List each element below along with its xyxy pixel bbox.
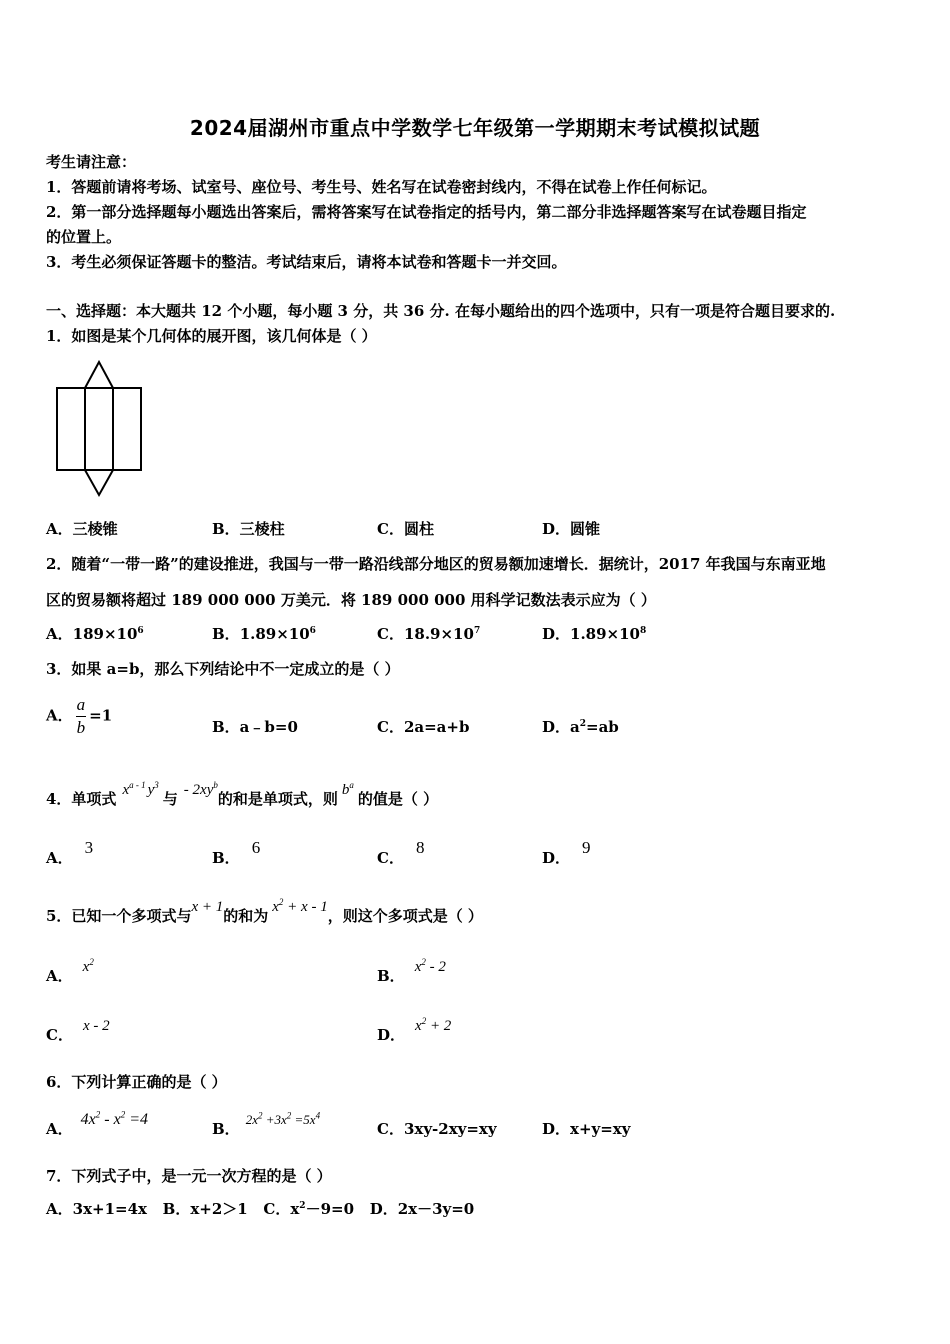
q4-option-a: A．3 xyxy=(46,838,94,867)
question-1-stem: 1．如图是某个几何体的展开图，该几何体是（ ） xyxy=(46,327,377,345)
q1-option-a: A．三棱锥 xyxy=(46,520,118,538)
q6-option-a: A．$4x^2 - x^2 =4$ xyxy=(46,1109,148,1138)
notice-item: 的位置上。 xyxy=(46,228,122,246)
q1-option-b: B．三棱柱 xyxy=(212,520,285,538)
q6-option-b: B．$2x^2 +3x^2 =5x^4$ xyxy=(212,1110,321,1138)
notice-heading: 考生请注意： xyxy=(46,153,137,171)
q5-option-c: C． x - 2 xyxy=(46,1018,110,1044)
q1-option-d: D．圆锥 xyxy=(542,520,601,538)
q2-option-a: A．$189\times 10^6$ xyxy=(46,625,144,643)
q7-option-c: C．$x^2-9=0$ xyxy=(263,1200,355,1218)
q5-option-d: D． $x^2 + 2$ xyxy=(377,1016,452,1044)
q3-option-c: C．2a=a+b xyxy=(377,718,470,736)
question-3-stem: 3．如果 a=b，那么下列结论中不一定成立的是（ ） xyxy=(46,660,400,678)
prism-net-figure xyxy=(50,356,150,500)
q3-option-b: B．a﹣b=0 xyxy=(212,718,298,736)
q4-option-b: B．6 xyxy=(212,838,261,867)
q2-option-d: D．$1.89\times 10^8$ xyxy=(542,625,647,643)
fraction: $\frac{a}{b}$ xyxy=(76,695,86,737)
q6-option-d: D．x+y=xy xyxy=(542,1120,631,1138)
q3-option-d: D．$a^2=ab$ xyxy=(542,718,619,736)
q2-option-c: C．$18.9\times 10^7$ xyxy=(377,625,481,643)
question-5-stem: 5．已知一个多项式与x + 1的和为 $x^2 + x - 1$，则这个多项式是（ ） xyxy=(46,897,483,925)
notice-item: 2．第一部分选择题每小题选出答案后，需将答案写在试卷指定的括号内，第二部分非选择题答案写在试卷题目指定 xyxy=(46,203,807,221)
question-2-stem: 2．随着“一带一路”的建设推进，我国与一带一路沿线部分地区的贸易额加速增长．据统计，2017 年我国与东南亚地 xyxy=(46,555,826,573)
q3-option-a: A． $\frac{a}{b}$ =1 xyxy=(46,695,113,737)
q1-option-c: C．圆柱 xyxy=(377,520,434,538)
q2-option-b: B．$1.89\times 10^6$ xyxy=(212,625,316,643)
question-2-stem-cont: 区的贸易额将超过 189 000 000 万美元．将 189 000 000 用科学记数法表示应为（ ） xyxy=(46,591,656,609)
q7-option-d: D．2x－3y=0 xyxy=(369,1200,475,1218)
page-title: 2024届湖州市重点中学数学七年级第一学期期末考试模拟试题 xyxy=(189,116,761,140)
q7-options xyxy=(46,1199,474,1219)
q4-option-d: D．9 xyxy=(542,838,591,867)
question-7-stem: 7．下列式子中，是一元一次方程的是（ ） xyxy=(46,1167,332,1185)
question-4-stem: 4．单项式 $x^{a - 1}$ $y^3$与 - $2xy^b$的和是单项式，则 $b^a$的值是（ ） xyxy=(46,780,439,808)
question-6-stem: 6．下列计算正确的是（ ） xyxy=(46,1073,227,1091)
q4-option-c: C．8 xyxy=(377,838,425,867)
notice-item: 1．答题前请将考场、试室号、座位号、考生号、姓名写在试卷密封线内，不得在试卷上作任何标记。 xyxy=(46,178,717,196)
q7-option-a: A．3x+1=4x xyxy=(46,1200,147,1218)
q6-option-c: C．3xy-2xy=xy xyxy=(377,1120,497,1138)
q5-option-b: B． $x^2 - 2$ xyxy=(377,957,446,985)
notice-item: 3．考生必须保证答题卡的整洁。考试结束后，请将本试卷和答题卡一并交回。 xyxy=(46,253,567,271)
q7-option-b: B．x+2＞1 xyxy=(162,1200,248,1218)
q5-option-a: A． $x^2$ xyxy=(46,957,94,985)
section-heading: 一、选择题：本大题共 12 个小题，每小题 3 分，共 36 分. 在每小题给出的四个选项中，只有一项是符合题目要求的. xyxy=(46,302,836,320)
